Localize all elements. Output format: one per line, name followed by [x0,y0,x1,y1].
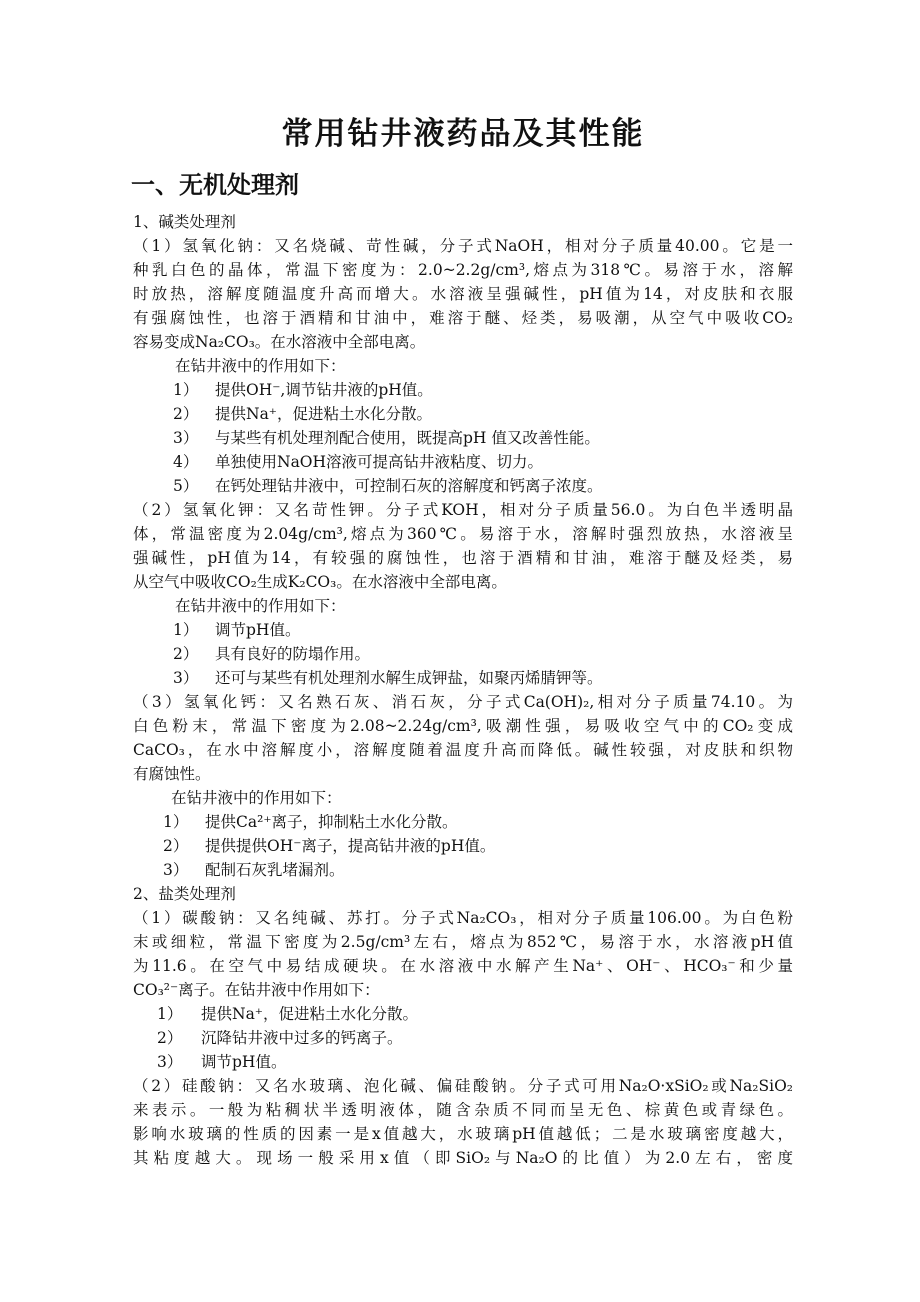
paragraph-line: 时放热，溶解度随温度升高而增大。水溶液呈强碱性，pH值为14，对皮肤和衣服 [133,285,793,303]
list-item [133,858,793,882]
list-item-number: 2） [163,837,189,855]
list-item-number: 1） [163,813,189,831]
list-item-text: 沉降钻井液中过多的钙离子。 [201,1029,403,1047]
list-item-text: 单独使用NaOH溶液可提高钻井液粘度、切力。 [215,453,544,471]
list-item-number: 3） [163,861,189,879]
list-item-text: 与某些有机处理剂配合使用，既提高pH 值又改善性能。 [215,429,600,447]
list-item [133,450,793,474]
paragraph-line: （1）碳酸钠：又名纯碱、苏打。分子式Na₂CO₃，相对分子质量106.00。为白色粉 [133,909,793,927]
role-intro: 在钻井液中的作用如下： [175,357,346,375]
list-item [133,474,793,498]
subsection-heading-alkali: 1、碱类处理剂 [133,213,236,231]
list-item [133,834,793,858]
paragraph-line: CaCO₃，在水中溶解度小，溶解度随着温度升高而降低。碱性较强，对皮肤和织物 [133,741,793,759]
list-item-number: 3） [173,429,199,447]
role-intro: 在钻井液中的作用如下： [175,597,346,615]
list-item-text: 提供Na⁺，促进粘土水化分散。 [215,405,432,423]
list-item [133,642,793,666]
paragraph-line: 体，常温密度为2.04g/cm³,熔点为360℃。易溶于水，溶解时强烈放热，水溶液呈 [133,525,793,543]
paragraph-line: 容易变成Na₂CO₃。在水溶液中全部电离。 [133,333,426,351]
list-item [133,1050,793,1074]
section-heading-inorganic: 一、无机处理剂 [131,170,299,199]
list-item-text: 在钙处理钻井液中，可控制石灰的溶解度和钙离子浓度。 [215,477,603,495]
paragraph-line: 有强腐蚀性，也溶于酒精和甘油中，难溶于醚、烃类，易吸潮，从空气中吸收CO₂ [133,309,793,327]
subsection-heading-salt: 2、盐类处理剂 [133,885,236,903]
list-item-number: 1） [157,1005,183,1023]
paragraph-line: CO₃²⁻离子。在钻井液中作用如下： [133,981,380,999]
list-item [133,402,793,426]
list-item-number: 2） [173,405,199,423]
list-item-text: 提供Ca²⁺离子，抑制粘土水化分散。 [205,813,458,831]
list-item-text: 调节pH值。 [201,1053,287,1071]
list-item-number: 5） [173,477,199,495]
paragraph-line: （2）硅酸钠：又名水玻璃、泡化碱、偏硅酸钠。分子式可用Na₂O·xSiO₂或Na₂SiO₂ [133,1077,793,1095]
document-page [133,112,793,1170]
paragraph-line: 其粘度越大。现场一般采用x值（即SiO₂与Na₂O的比值）为2.0左右，密度 [133,1149,793,1167]
paragraph-line: 强碱性，pH值为14，有较强的腐蚀性，也溶于酒精和甘油，难溶于醚及烃类，易 [133,549,793,567]
list-item-number: 1） [173,621,199,639]
list-item-number: 3） [173,669,199,687]
paragraph-line: 影响水玻璃的性质的因素一是x值越大，水玻璃pH值越低；二是水玻璃密度越大， [133,1125,793,1143]
paragraph-line: 为11.6。在空气中易结成硬块。在水溶液中水解产生Na⁺、OH⁻、HCO₃⁻和少量 [133,957,793,975]
list-item-text: 提供提供OH⁻离子，提高钻井液的pH值。 [205,837,496,855]
paragraph-line: 白色粉末，常温下密度为2.08~2.24g/cm³,吸潮性强，易吸收空气中的CO₂变成 [133,717,793,735]
list-item [133,666,793,690]
list-item-text: 提供OH⁻,调节钻井液的pH值。 [215,381,433,399]
paragraph-line: （2）氢氧化钾：又名苛性钾。分子式KOH，相对分子质量56.0。为白色半透明晶 [133,501,793,519]
list-item [133,426,793,450]
paragraph-line: 来表示。一般为粘稠状半透明液体，随含杂质不同而呈无色、棕黄色或青绿色。 [133,1101,793,1119]
document-title: 常用钻井液药品及其性能 [281,116,645,152]
role-intro: 在钻井液中的作用如下： [171,789,342,807]
list-item-text: 还可与某些有机处理剂水解生成钾盐，如聚丙烯腈钾等。 [215,669,603,687]
list-item [133,618,793,642]
paragraph-line: （1）氢氧化钠：又名烧碱、苛性碱，分子式NaOH，相对分子质量40.00。它是一 [133,237,793,255]
paragraph-line: 末或细粒，常温下密度为2.5g/cm³左右，熔点为852℃，易溶于水，水溶液pH值 [133,933,793,951]
list-item-number: 1） [173,381,199,399]
list-item [133,1002,793,1026]
list-item [133,810,793,834]
list-item-text: 具有良好的防塌作用。 [215,645,371,663]
list-item-text: 提供Na⁺，促进粘土水化分散。 [201,1005,418,1023]
list-item [133,1026,793,1050]
list-item-number: 2） [157,1029,183,1047]
paragraph-line: 有腐蚀性。 [133,765,211,783]
list-item-text: 配制石灰乳堵漏剂。 [205,861,345,879]
list-item-number: 3） [157,1053,183,1071]
list-item-number: 2） [173,645,199,663]
list-item [133,378,793,402]
paragraph-line: （3）氢氧化钙：又名熟石灰、消石灰，分子式Ca(OH)₂,相对分子质量74.10。为 [133,693,793,711]
list-item-text: 调节pH值。 [215,621,301,639]
list-item-number: 4） [173,453,199,471]
paragraph-line: 从空气中吸收CO₂生成K₂CO₃。在水溶液中全部电离。 [133,573,507,591]
paragraph-line: 种乳白色的晶体，常温下密度为：2.0~2.2g/cm³,熔点为318℃。易溶于水，溶解 [133,261,793,279]
